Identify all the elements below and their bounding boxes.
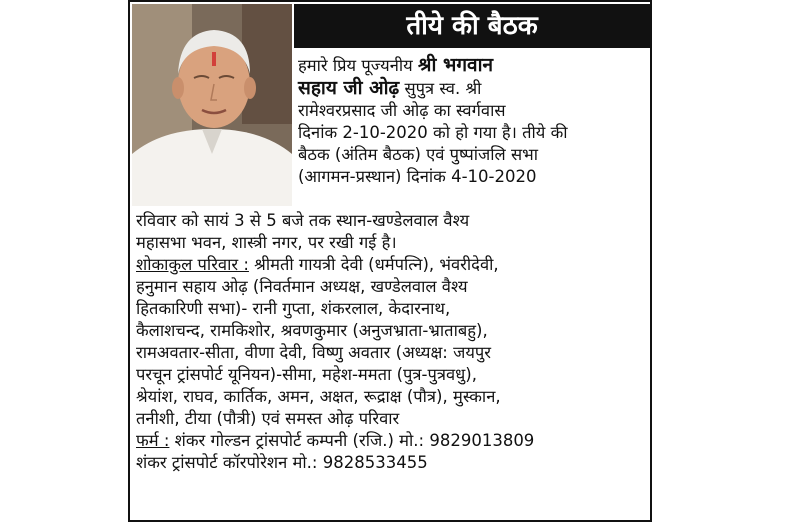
firm-line-2: शंकर ट्रांसपोर्ट कॉरपोरेशन मो.: 9828533455 [136, 453, 428, 472]
venue-line-1: रविवार को सायं 3 से 5 बजे तक स्थान-खण्डेलवाल वैश्य [136, 211, 470, 230]
notice-title: तीये की बैठक [294, 4, 650, 48]
family-line-7: श्रेयांश, राघव, कार्तिक, अमन, अक्षत, रूद्राक्ष (पौत्र), मुस्कान, [136, 387, 501, 406]
intro-line-2: सहाय जी ओढ़ सुपुत्र स्व. श्री [298, 77, 482, 99]
deceased-name-part2: सहाय जी ओढ़ [298, 77, 400, 99]
venue-line-2: महासभा भवन, शास्त्री नगर, पर रखी गई है। [136, 233, 397, 252]
intro-line-3: रामेश्वरप्रसाद जी ओढ़ का स्वर्गवास [298, 101, 506, 120]
intro-line-6: (आगमन-प्रस्थान) दिनांक 4-10-2020 [298, 167, 537, 186]
intro-line-4: दिनांक 2-10-2020 को हो गया है। तीये की [298, 123, 568, 142]
deceased-name-part1: श्री भगवान [418, 54, 494, 76]
intro-line-1: हमारे प्रिय पूज्यनीय श्री भगवान [298, 54, 494, 76]
family-line-3: हितकारिणी सभा)- रानी गुप्ता, शंकरलाल, केदारनाथ, [136, 299, 451, 318]
family-label: शोकाकुल परिवार : [136, 255, 249, 274]
intro-line-5: बैठक (अंतिम बैठक) एवं पुष्पांजलि सभा [298, 145, 538, 164]
family-line-8: तनीशी, टीया (पौत्री) एवं समस्त ओढ़ परिवार [136, 409, 400, 428]
firm-label: फर्म : [136, 431, 170, 450]
family-line-2: हनुमान सहाय ओढ़ (निवर्तमान अध्यक्ष, खण्डेलवाल वैश्य [136, 277, 468, 296]
portrait-photo [132, 4, 292, 206]
body-text [136, 210, 648, 474]
family-line-6: परचून ट्रांसपोर्ट यूनियन)-सीमा, महेश-ममता (पुत्र-पुत्रवधु), [136, 365, 477, 384]
condolence-notice [128, 0, 652, 522]
firm-line-1: फर्म : शंकर गोल्डन ट्रांसपोर्ट कम्पनी (रजि.) मो.: 9829013809 [136, 431, 535, 450]
family-line-1: शोकाकुल परिवार : श्रीमती गायत्री देवी (धर्मपत्नि), भंवरीदेवी, [136, 255, 499, 274]
intro-text [298, 54, 648, 188]
portrait-image [132, 4, 292, 206]
family-line-5: रामअवतार-सीता, वीणा देवी, विष्णु अवतार (अध्यक्ष: जयपुर [136, 343, 492, 362]
family-line-4: कैलाशचन्द, रामकिशोर, श्रवणकुमार (अनुजभ्राता-भ्राताबहु), [136, 321, 488, 340]
